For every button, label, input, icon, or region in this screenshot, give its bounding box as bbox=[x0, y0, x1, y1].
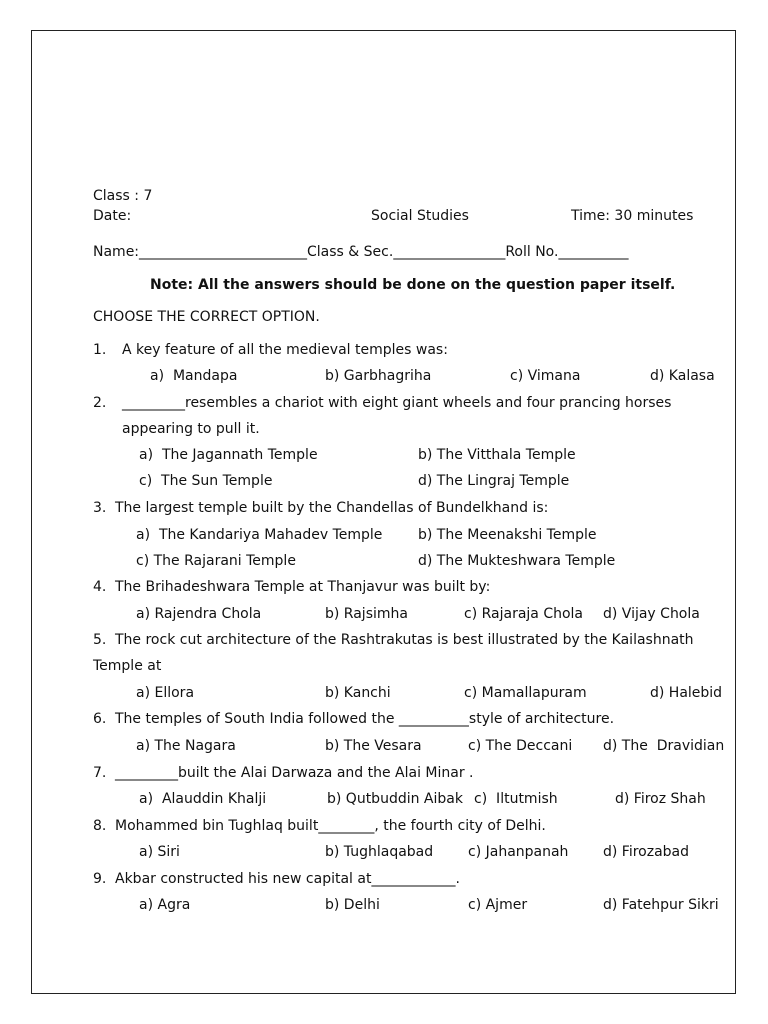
option-d: d) Kalasa bbox=[650, 368, 715, 384]
question-text: Akbar constructed his new capital at____________. bbox=[115, 871, 460, 887]
option-c: c) The Sun Temple bbox=[139, 473, 273, 489]
option-b: b) Garbhagriha bbox=[325, 368, 432, 384]
question-number: 9. bbox=[93, 871, 107, 887]
question-text: The Brihadeshwara Temple at Thanjavur was built by: bbox=[115, 579, 491, 595]
question-text: The largest temple built by the Chandellas of Bundelkhand is: bbox=[115, 500, 549, 516]
option-c: c) Iltutmish bbox=[474, 791, 558, 807]
option-b: b) Qutbuddin Aibak bbox=[327, 791, 463, 807]
question-text-continued: appearing to pull it. bbox=[122, 421, 260, 437]
question-text: _________built the Alai Darwaza and the Alai Minar . bbox=[115, 765, 474, 781]
option-d: d) Firoz Shah bbox=[615, 791, 706, 807]
option-d: d) The Mukteshwara Temple bbox=[418, 553, 616, 569]
option-a: a) Mandapa bbox=[150, 368, 238, 384]
question-number: 4. bbox=[93, 579, 107, 595]
subject-title: Social Studies bbox=[371, 208, 469, 224]
question-text-continued: Temple at bbox=[93, 658, 162, 674]
option-d: d) Vijay Chola bbox=[603, 606, 700, 622]
option-a: a) Siri bbox=[139, 844, 180, 860]
option-b: b) Kanchi bbox=[325, 685, 391, 701]
question-text: Mohammed bin Tughlaq built________, the fourth city of Delhi. bbox=[115, 818, 546, 834]
option-b: b) The Vitthala Temple bbox=[418, 447, 576, 463]
date-label: Date: bbox=[93, 208, 132, 224]
class-label: Class : 7 bbox=[93, 188, 153, 204]
option-c: c) Jahanpanah bbox=[468, 844, 569, 860]
question-number: 6. bbox=[93, 711, 107, 727]
option-b: b) The Meenakshi Temple bbox=[418, 527, 597, 543]
question-text: _________resembles a chariot with eight giant wheels and four prancing horses bbox=[122, 395, 672, 411]
question-number: 8. bbox=[93, 818, 107, 834]
option-a: a) Agra bbox=[139, 897, 191, 913]
option-c: c) Ajmer bbox=[468, 897, 528, 913]
name-class-roll-line: Name:________________________Class & Sec.________________Roll No.__________ bbox=[93, 244, 629, 260]
option-d: d) Fatehpur Sikri bbox=[603, 897, 719, 913]
question-number: 7. bbox=[93, 765, 107, 781]
option-a: a) The Jagannath Temple bbox=[139, 447, 318, 463]
question-number: 5. bbox=[93, 632, 107, 648]
question-number: 3. bbox=[93, 500, 107, 516]
question-text: The rock cut architecture of the Rashtrakutas is best illustrated by the Kailashnath bbox=[115, 632, 694, 648]
option-d: d) Halebid bbox=[650, 685, 723, 701]
question-text: A key feature of all the medieval temples was: bbox=[122, 342, 448, 358]
note: Note: All the answers should be done on the question paper itself. bbox=[150, 277, 676, 293]
option-c: c) Rajaraja Chola bbox=[464, 606, 584, 622]
option-d: d) The Lingraj Temple bbox=[418, 473, 570, 489]
option-a: a) The Kandariya Mahadev Temple bbox=[136, 527, 383, 543]
instruction: CHOOSE THE CORRECT OPTION. bbox=[93, 309, 320, 325]
question-number: 2. bbox=[93, 395, 107, 411]
option-d: d) Firozabad bbox=[603, 844, 690, 860]
question-number: 1. bbox=[93, 342, 107, 358]
option-c: c) Mamallapuram bbox=[464, 685, 587, 701]
option-a: a) The Nagara bbox=[136, 738, 236, 754]
time-label: Time: 30 minutes bbox=[571, 208, 694, 224]
option-d: d) The Dravidian bbox=[603, 738, 725, 754]
option-a: a) Rajendra Chola bbox=[136, 606, 262, 622]
option-a: a) Ellora bbox=[136, 685, 195, 701]
option-b: b) Tughlaqabad bbox=[325, 844, 434, 860]
option-b: b) Delhi bbox=[325, 897, 380, 913]
option-c: c) The Rajarani Temple bbox=[136, 553, 296, 569]
option-c: c) The Deccani bbox=[468, 738, 573, 754]
option-b: b) Rajsimha bbox=[325, 606, 408, 622]
option-c: c) Vimana bbox=[510, 368, 581, 384]
option-b: b) The Vesara bbox=[325, 738, 422, 754]
question-text: The temples of South India followed the __________style of architecture. bbox=[115, 711, 615, 727]
option-a: a) Alauddin Khalji bbox=[139, 791, 267, 807]
